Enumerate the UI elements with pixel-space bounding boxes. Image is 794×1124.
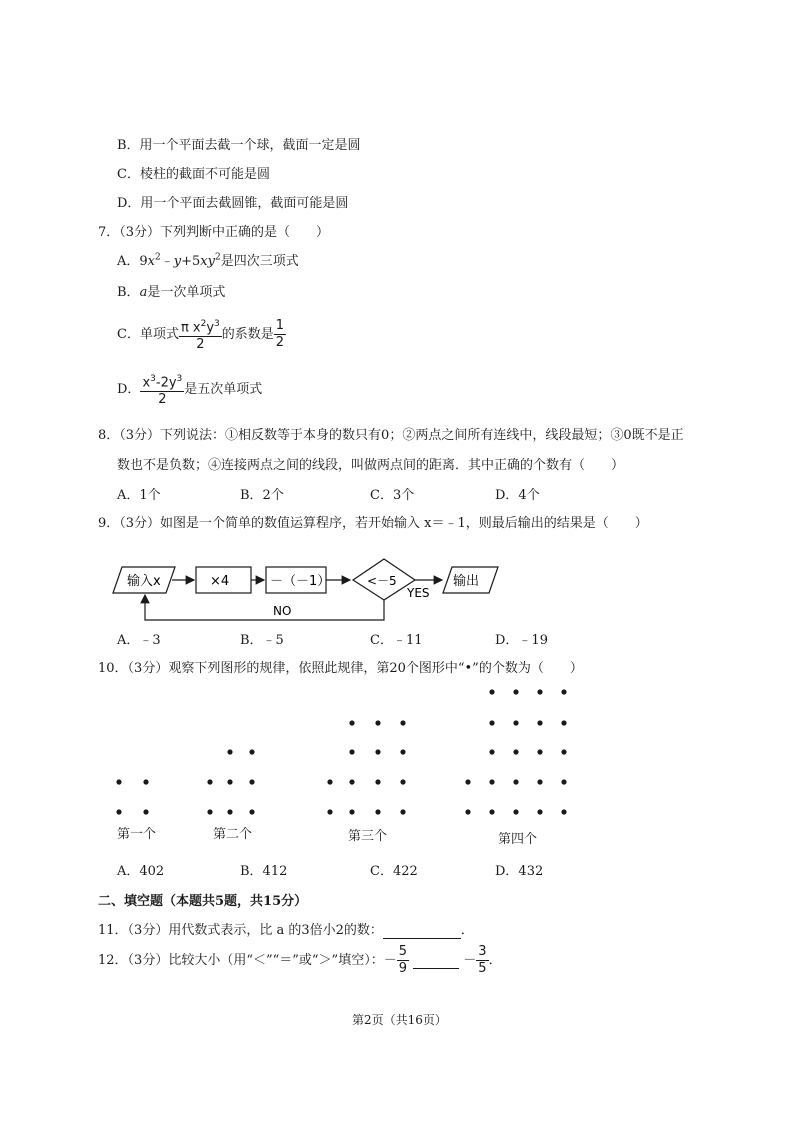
q10-option-b: B．412 bbox=[240, 864, 288, 879]
q10-option-d: D．432 bbox=[495, 864, 544, 879]
q7-c-mid: 的系数是 bbox=[221, 327, 274, 343]
q6-option-c: C．棱柱的截面不可能是圆 bbox=[117, 167, 270, 182]
q7-c-monomial: $\frac{\pi x^2y^3}{2}$ bbox=[179, 316, 222, 353]
q7-option-d bbox=[117, 371, 262, 408]
q12-left-fraction: $\frac{5}{9}$ bbox=[398, 944, 407, 976]
q7-b-prefix: B． bbox=[117, 285, 140, 300]
q7-d-prefix: D． bbox=[117, 382, 141, 398]
flowchart bbox=[110, 555, 510, 630]
q7-b-var: a bbox=[139, 285, 148, 300]
flow-subtract-label: －（－1） bbox=[270, 574, 331, 589]
q10-option-a: A．402 bbox=[117, 864, 165, 879]
q7-b-suffix: 是一次单项式 bbox=[147, 285, 226, 300]
flow-yes-label: YES bbox=[407, 586, 430, 600]
q7-a-expression: $9x^2﹣y+5xy^2$ bbox=[139, 252, 221, 269]
figure-label-2: 第二个 bbox=[213, 827, 253, 842]
q7-d-expression: $\frac{x^3-2y^3}{2}$ bbox=[140, 371, 184, 408]
q7-a-prefix: A． bbox=[117, 254, 140, 269]
q10-option-c: C．422 bbox=[370, 864, 418, 879]
q7-a-suffix: 是四次三项式 bbox=[220, 254, 299, 269]
q7-option-a bbox=[117, 250, 299, 269]
q9-option-b: B．﹣5 bbox=[240, 633, 284, 648]
q9-stem: 9．（3分）如图是一个简单的数值运算程序，若开始输入 x＝﹣1，则最后输出的结果是（ ） bbox=[98, 516, 648, 531]
q9-option-a: A．﹣3 bbox=[117, 633, 161, 648]
page-number: 第2页（共16页） bbox=[352, 1013, 447, 1027]
figure-label-1: 第一个 bbox=[117, 827, 157, 842]
q8-option-d: D．4个 bbox=[495, 488, 540, 503]
q7-option-b bbox=[117, 281, 225, 300]
q12-stem: 12．（3分）比较大小（用“＜”“＝”或“＞”填空）： bbox=[98, 953, 384, 968]
q8-option-b: B．2个 bbox=[240, 488, 284, 503]
q7-c-fraction: $\frac{1}{2}$ bbox=[275, 318, 285, 351]
q9-option-d: D．﹣19 bbox=[495, 633, 548, 648]
flow-multiply-label: ×4 bbox=[210, 574, 230, 589]
q8-option-c: C．3个 bbox=[370, 488, 415, 503]
q12-answer-blank[interactable] bbox=[413, 953, 459, 969]
q7-d-suffix: 是五次单项式 bbox=[184, 382, 263, 398]
q11 bbox=[98, 919, 474, 939]
q8-option-a: A．1个 bbox=[117, 488, 161, 503]
q8-line2: 数也不是负数；④连接两点之间的线段，叫做两点间的距离．其中正确的个数有（ ） bbox=[117, 458, 625, 473]
q12-left-sign: － bbox=[383, 953, 397, 968]
q8-line1: 8．（3分）下列说法：①相反数等于本身的数只有0；②两点之间所有连线中，线段最短；③0既不是正 bbox=[98, 428, 684, 443]
flow-input-label: 输入x bbox=[127, 574, 161, 589]
q11-stem: 11．（3分）用代数式表示，比 a 的3倍小2的数： bbox=[98, 923, 383, 938]
q6-option-b: B．用一个平面去截一个球，截面一定是圆 bbox=[117, 138, 361, 153]
flow-no-label: NO bbox=[273, 604, 292, 618]
flow-condition-label: <－5 bbox=[367, 574, 397, 588]
q9-option-c: C．﹣11 bbox=[370, 633, 423, 648]
flow-loop-arrow bbox=[145, 595, 384, 620]
q7-option-c bbox=[117, 316, 286, 353]
section-title: 二、填空题（本题共5题，共15分） bbox=[98, 894, 308, 909]
q12 bbox=[98, 944, 502, 977]
q11-answer-blank[interactable] bbox=[383, 923, 461, 939]
q7-stem: 7．（3分）下列判断中正确的是（ ） bbox=[98, 225, 330, 240]
q12-end: ． bbox=[488, 953, 502, 968]
flow-output-label: 输出 bbox=[453, 574, 480, 589]
figure-label-4: 第四个 bbox=[498, 832, 538, 847]
q7-c-prefix: C．单项式 bbox=[117, 327, 179, 343]
q12-right-sign: － bbox=[463, 953, 477, 968]
figure-label-3: 第三个 bbox=[348, 829, 388, 844]
q6-option-d: D．用一个平面去截圆锥，截面可能是圆 bbox=[117, 196, 349, 211]
dot-pattern-figure bbox=[100, 680, 580, 820]
q12-right-fraction: $\frac{3}{5}$ bbox=[478, 944, 487, 976]
q10-stem: 10．（3分）观察下列图形的规律，依照此规律，第20个图形中“•”的个数为（ ） bbox=[98, 661, 583, 676]
q11-end: ． bbox=[460, 923, 474, 938]
